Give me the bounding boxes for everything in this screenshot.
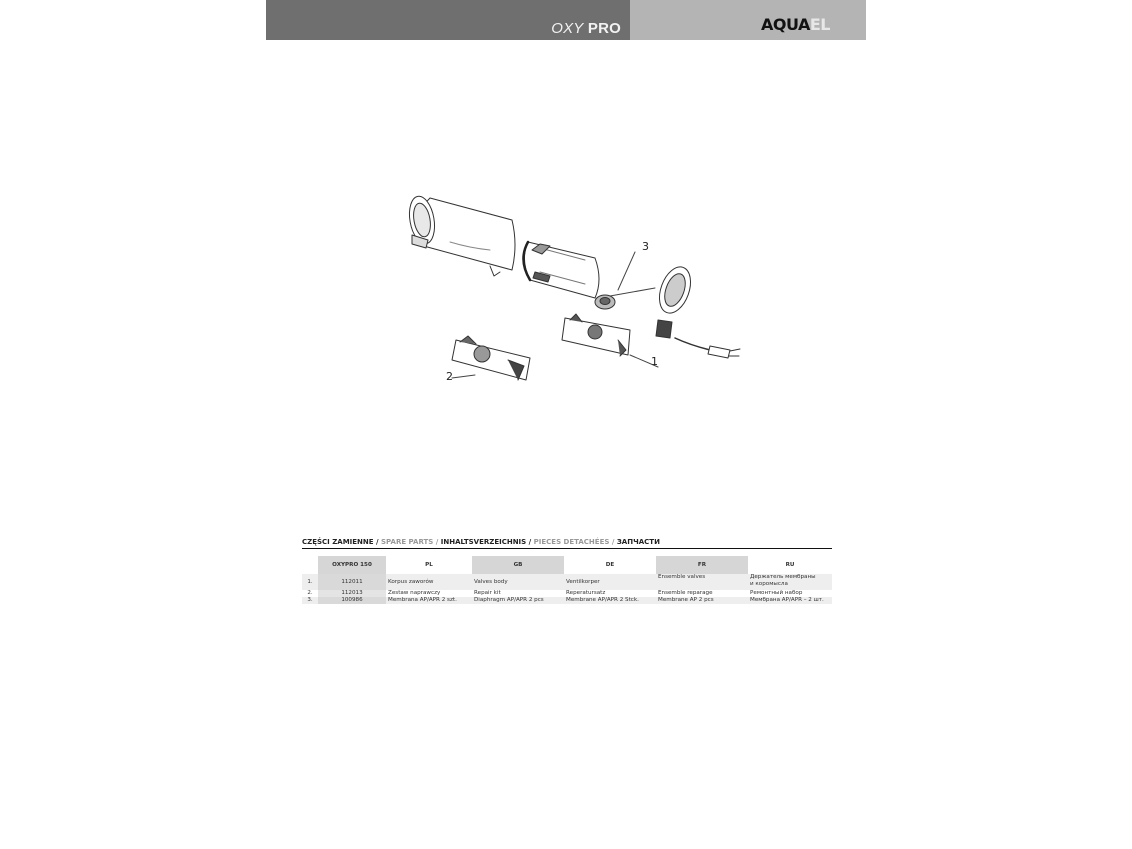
header-ru: RU [785, 562, 795, 568]
product-name: PRO [587, 20, 621, 37]
row-number: 2. [302, 590, 318, 597]
part-gb: Repair kit [472, 590, 564, 597]
part-ru: Ремонтный набор [748, 590, 832, 597]
part-gb: Valves body [472, 574, 564, 590]
callout-3: 3 [642, 240, 649, 253]
end-cap [654, 263, 740, 358]
part-pl: Zestaw naprawczy [386, 590, 472, 597]
part-fr: Membrane AP 2 pcs [656, 597, 748, 604]
part-pl: Korpus zaworów [386, 574, 472, 590]
part-code: 112013 [318, 590, 386, 597]
header-fr: FR [656, 556, 748, 574]
callout-1: 1 [651, 355, 658, 368]
valve-body-part-1 [562, 314, 658, 367]
part-de: Membrane AP/APR 2 Stck. [564, 597, 656, 604]
part-code: 112011 [318, 574, 386, 590]
part-gb: Diaphragm AP/APR 2 pcs [472, 597, 564, 604]
motor-assembly [523, 242, 599, 298]
table-row [302, 574, 832, 590]
product-title [551, 20, 621, 37]
spare-parts-title: CZĘŚCI ZAMIENNE / SPARE PARTS / INHALTSVERZEICHNIS / PIECES DETACHÉES / ЗАПЧАСТИ [302, 538, 832, 549]
part-de: Ventilkorper [564, 574, 656, 590]
part-ru-line-1: Держатель мембраны [750, 574, 816, 580]
housing-shell [406, 194, 515, 276]
table-row [302, 590, 832, 597]
header-de: DE [605, 562, 615, 568]
table-row [302, 597, 832, 604]
row-number: 1. [302, 574, 318, 590]
spare-parts-table [302, 556, 832, 604]
header-gb: GB [472, 556, 564, 574]
part-fr: Ensemble reparage [656, 590, 748, 597]
table-header-row [302, 556, 832, 574]
header-empty [302, 556, 318, 574]
row-number: 3. [302, 597, 318, 604]
membrane-part-3 [595, 252, 655, 309]
product-prefix: OXY [551, 20, 584, 37]
header-pl: PL [425, 562, 433, 568]
header-product-band [266, 0, 630, 40]
header-oxypro150: OXYPRO 150 [318, 556, 386, 574]
spare-parts-section [302, 538, 832, 604]
callout-2: 2 [446, 370, 453, 383]
exploded-view-drawing [390, 180, 750, 410]
part-ru-line-2: и коромысла [750, 581, 788, 587]
header-brand-band [630, 0, 866, 40]
part-code: 100986 [318, 597, 386, 604]
part-fr: Ensemble valves [656, 574, 748, 590]
aquael-logo: AQUAEL [761, 15, 830, 34]
page-header [266, 0, 866, 40]
part-de: Reperatursatz [564, 590, 656, 597]
part-ru [748, 574, 832, 590]
part-ru: Мембрана AP/APR – 2 шт. [748, 597, 832, 604]
part-pl: Membrana AP/APR 2 szt. [386, 597, 472, 604]
repair-kit-part-2 [452, 336, 530, 380]
